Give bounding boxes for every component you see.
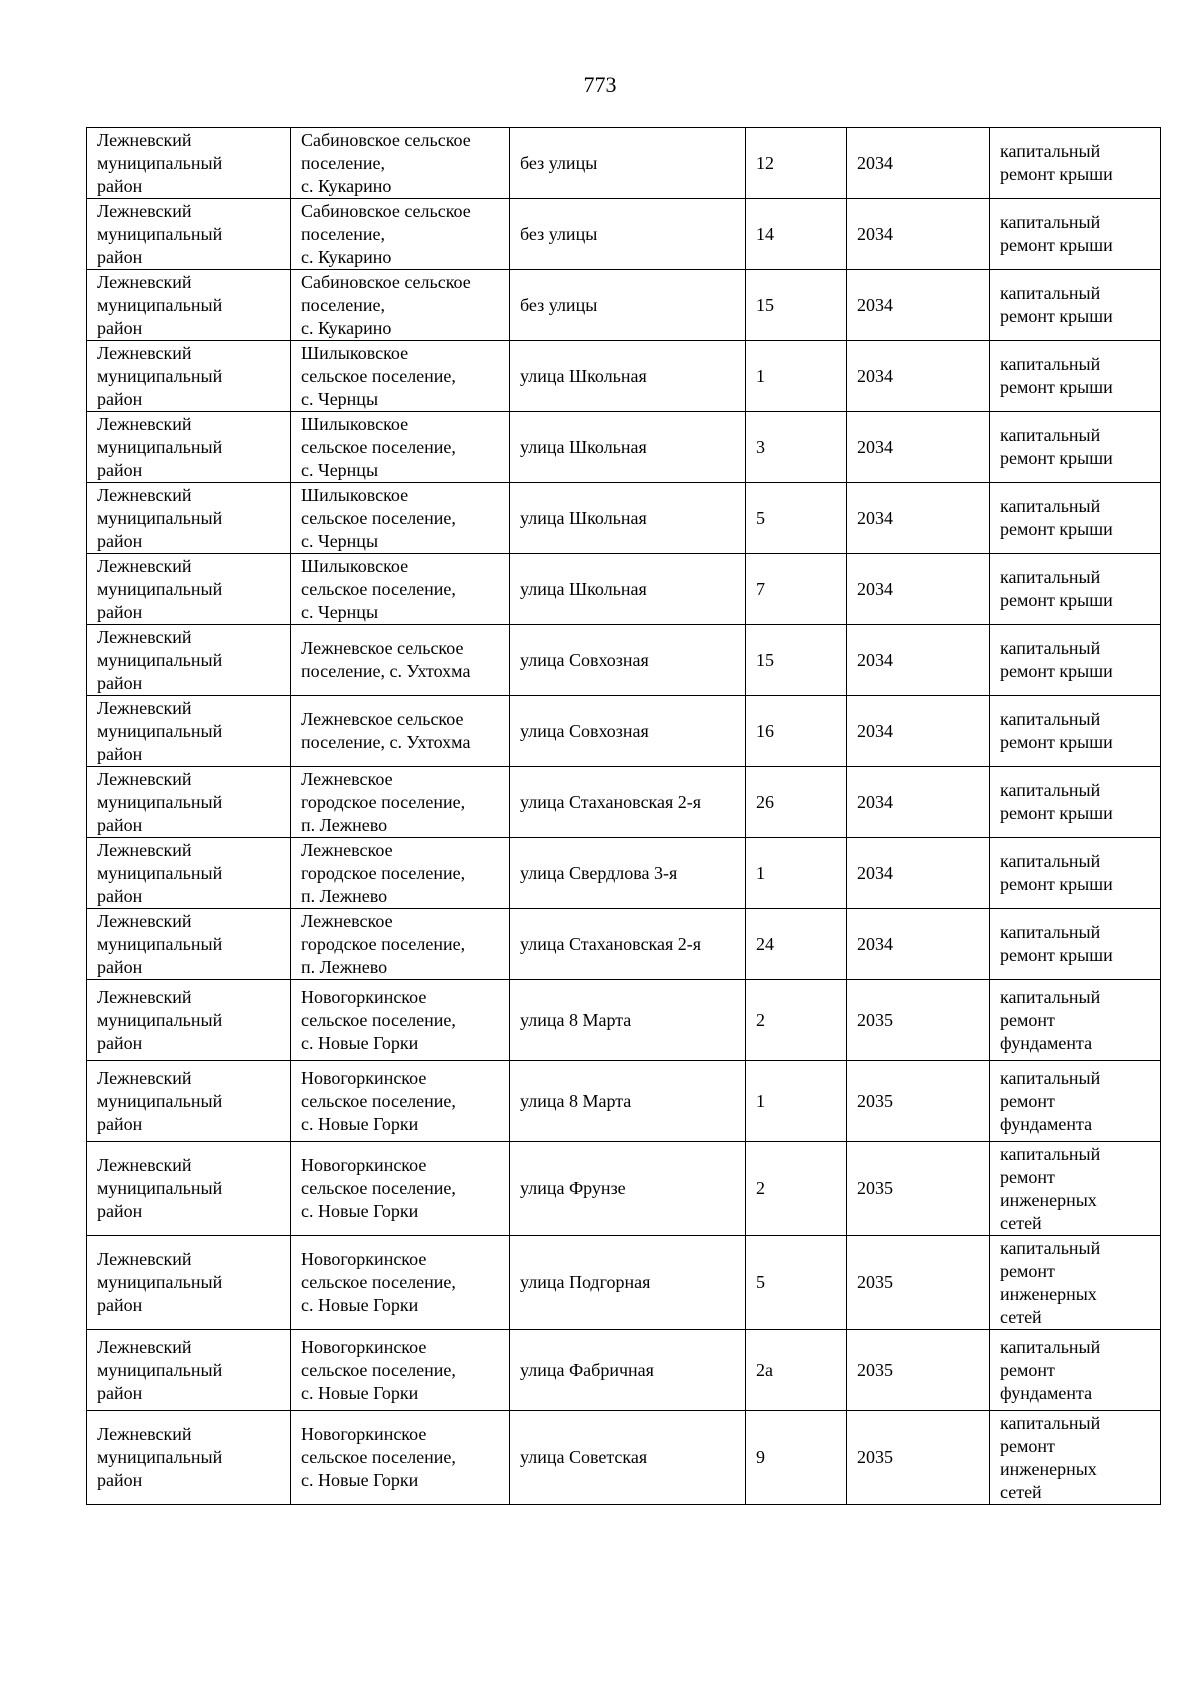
district-cell: Лежневский муниципальный район	[87, 270, 291, 341]
settlement-cell: Лежневское городское поселение, п. Лежнево	[291, 767, 510, 838]
district-cell: Лежневский муниципальный район	[87, 625, 291, 696]
year-cell: 2035	[847, 1330, 990, 1411]
work-type-cell: капитальный ремонт крыши	[990, 412, 1161, 483]
table-row	[87, 625, 1161, 696]
settlement-cell: Новогоркинское сельское поселение, с. Новые Горки	[291, 1411, 510, 1505]
district-cell: Лежневский муниципальный район	[87, 909, 291, 980]
year-cell: 2034	[847, 554, 990, 625]
settlement-cell: Лежневское городское поселение, п. Лежнево	[291, 838, 510, 909]
work-type-cell: капитальный ремонт крыши	[990, 838, 1161, 909]
house-number-cell: 26	[746, 767, 847, 838]
district-cell: Лежневский муниципальный район	[87, 554, 291, 625]
settlement-cell: Шилыковское сельское поселение, с. Чернцы	[291, 412, 510, 483]
street-cell: улица Школьная	[510, 412, 746, 483]
settlement-cell: Шилыковское сельское поселение, с. Чернцы	[291, 341, 510, 412]
work-type-cell: капитальный ремонт крыши	[990, 554, 1161, 625]
street-cell: улица Свердлова 3-я	[510, 838, 746, 909]
year-cell: 2035	[847, 1142, 990, 1236]
work-type-cell: капитальный ремонт инженерных сетей	[990, 1142, 1161, 1236]
district-cell: Лежневский муниципальный район	[87, 199, 291, 270]
house-number-cell: 24	[746, 909, 847, 980]
table-row	[87, 1330, 1161, 1411]
street-cell: без улицы	[510, 199, 746, 270]
district-cell: Лежневский муниципальный район	[87, 341, 291, 412]
work-type-cell: капитальный ремонт крыши	[990, 341, 1161, 412]
house-number-cell: 5	[746, 483, 847, 554]
district-cell: Лежневский муниципальный район	[87, 1330, 291, 1411]
settlement-cell: Новогоркинское сельское поселение, с. Новые Горки	[291, 1236, 510, 1330]
district-cell: Лежневский муниципальный район	[87, 767, 291, 838]
street-cell: без улицы	[510, 128, 746, 199]
work-type-cell: капитальный ремонт крыши	[990, 625, 1161, 696]
work-type-cell: капитальный ремонт инженерных сетей	[990, 1411, 1161, 1505]
house-number-cell: 1	[746, 341, 847, 412]
house-number-cell: 1	[746, 838, 847, 909]
table-row	[87, 341, 1161, 412]
table-row	[87, 128, 1161, 199]
table-row	[87, 270, 1161, 341]
house-number-cell: 2а	[746, 1330, 847, 1411]
street-cell: улица Школьная	[510, 341, 746, 412]
street-cell: улица Стахановская 2-я	[510, 767, 746, 838]
work-type-cell: капитальный ремонт крыши	[990, 483, 1161, 554]
table-body	[87, 128, 1161, 1505]
district-cell: Лежневский муниципальный район	[87, 696, 291, 767]
work-type-cell: капитальный ремонт фундамента	[990, 980, 1161, 1061]
district-cell: Лежневский муниципальный район	[87, 980, 291, 1061]
house-number-cell: 7	[746, 554, 847, 625]
year-cell: 2034	[847, 696, 990, 767]
table-row	[87, 767, 1161, 838]
table-row	[87, 980, 1161, 1061]
table-row	[87, 412, 1161, 483]
year-cell: 2034	[847, 412, 990, 483]
settlement-cell: Лежневское сельское поселение, с. Ухтохма	[291, 625, 510, 696]
house-number-cell: 9	[746, 1411, 847, 1505]
house-number-cell: 2	[746, 980, 847, 1061]
settlement-cell: Лежневское городское поселение, п. Лежнево	[291, 909, 510, 980]
work-type-cell: капитальный ремонт крыши	[990, 909, 1161, 980]
street-cell: улица Совхозная	[510, 625, 746, 696]
settlement-cell: Сабиновское сельское поселение, с. Кукарино	[291, 199, 510, 270]
district-cell: Лежневский муниципальный район	[87, 1236, 291, 1330]
street-cell: улица Школьная	[510, 483, 746, 554]
work-type-cell: капитальный ремонт крыши	[990, 199, 1161, 270]
settlement-cell: Новогоркинское сельское поселение, с. Новые Горки	[291, 1142, 510, 1236]
house-number-cell: 1	[746, 1061, 847, 1142]
table-row	[87, 554, 1161, 625]
work-type-cell: капитальный ремонт фундамента	[990, 1061, 1161, 1142]
year-cell: 2034	[847, 767, 990, 838]
year-cell: 2034	[847, 199, 990, 270]
street-cell: улица 8 Марта	[510, 980, 746, 1061]
settlement-cell: Лежневское сельское поселение, с. Ухтохма	[291, 696, 510, 767]
table-row	[87, 483, 1161, 554]
settlement-cell: Шилыковское сельское поселение, с. Чернцы	[291, 483, 510, 554]
work-type-cell: капитальный ремонт фундамента	[990, 1330, 1161, 1411]
house-number-cell: 12	[746, 128, 847, 199]
house-number-cell: 5	[746, 1236, 847, 1330]
table-row	[87, 1411, 1161, 1505]
year-cell: 2034	[847, 270, 990, 341]
page-number: 773	[583, 72, 617, 97]
district-cell: Лежневский муниципальный район	[87, 128, 291, 199]
work-type-cell: капитальный ремонт инженерных сетей	[990, 1236, 1161, 1330]
work-type-cell: капитальный ремонт крыши	[990, 128, 1161, 199]
street-cell: улица Подгорная	[510, 1236, 746, 1330]
street-cell: улица 8 Марта	[510, 1061, 746, 1142]
house-number-cell: 16	[746, 696, 847, 767]
year-cell: 2034	[847, 483, 990, 554]
table-row	[87, 696, 1161, 767]
street-cell: без улицы	[510, 270, 746, 341]
house-number-cell: 3	[746, 412, 847, 483]
year-cell: 2035	[847, 1061, 990, 1142]
street-cell: улица Школьная	[510, 554, 746, 625]
district-cell: Лежневский муниципальный район	[87, 838, 291, 909]
year-cell: 2035	[847, 1236, 990, 1330]
year-cell: 2034	[847, 625, 990, 696]
district-cell: Лежневский муниципальный район	[87, 1061, 291, 1142]
work-type-cell: капитальный ремонт крыши	[990, 696, 1161, 767]
street-cell: улица Фабричная	[510, 1330, 746, 1411]
street-cell: улица Стахановская 2-я	[510, 909, 746, 980]
street-cell: улица Фрунзе	[510, 1142, 746, 1236]
work-type-cell: капитальный ремонт крыши	[990, 270, 1161, 341]
work-type-cell: капитальный ремонт крыши	[990, 767, 1161, 838]
repair-schedule-table	[86, 127, 1161, 1505]
house-number-cell: 14	[746, 199, 847, 270]
table-row	[87, 1236, 1161, 1330]
street-cell: улица Советская	[510, 1411, 746, 1505]
district-cell: Лежневский муниципальный район	[87, 1142, 291, 1236]
year-cell: 2035	[847, 980, 990, 1061]
house-number-cell: 15	[746, 270, 847, 341]
year-cell: 2034	[847, 341, 990, 412]
settlement-cell: Сабиновское сельское поселение, с. Кукарино	[291, 270, 510, 341]
year-cell: 2035	[847, 1411, 990, 1505]
table-row	[87, 909, 1161, 980]
settlement-cell: Сабиновское сельское поселение, с. Кукарино	[291, 128, 510, 199]
settlement-cell: Новогоркинское сельское поселение, с. Новые Горки	[291, 980, 510, 1061]
settlement-cell: Новогоркинское сельское поселение, с. Новые Горки	[291, 1330, 510, 1411]
table-row	[87, 1142, 1161, 1236]
settlement-cell: Шилыковское сельское поселение, с. Чернцы	[291, 554, 510, 625]
street-cell: улица Совхозная	[510, 696, 746, 767]
year-cell: 2034	[847, 909, 990, 980]
settlement-cell: Новогоркинское сельское поселение, с. Новые Горки	[291, 1061, 510, 1142]
table-row	[87, 1061, 1161, 1142]
table-row	[87, 838, 1161, 909]
year-cell: 2034	[847, 838, 990, 909]
house-number-cell: 15	[746, 625, 847, 696]
district-cell: Лежневский муниципальный район	[87, 483, 291, 554]
house-number-cell: 2	[746, 1142, 847, 1236]
year-cell: 2034	[847, 128, 990, 199]
table-row	[87, 199, 1161, 270]
district-cell: Лежневский муниципальный район	[87, 1411, 291, 1505]
district-cell: Лежневский муниципальный район	[87, 412, 291, 483]
